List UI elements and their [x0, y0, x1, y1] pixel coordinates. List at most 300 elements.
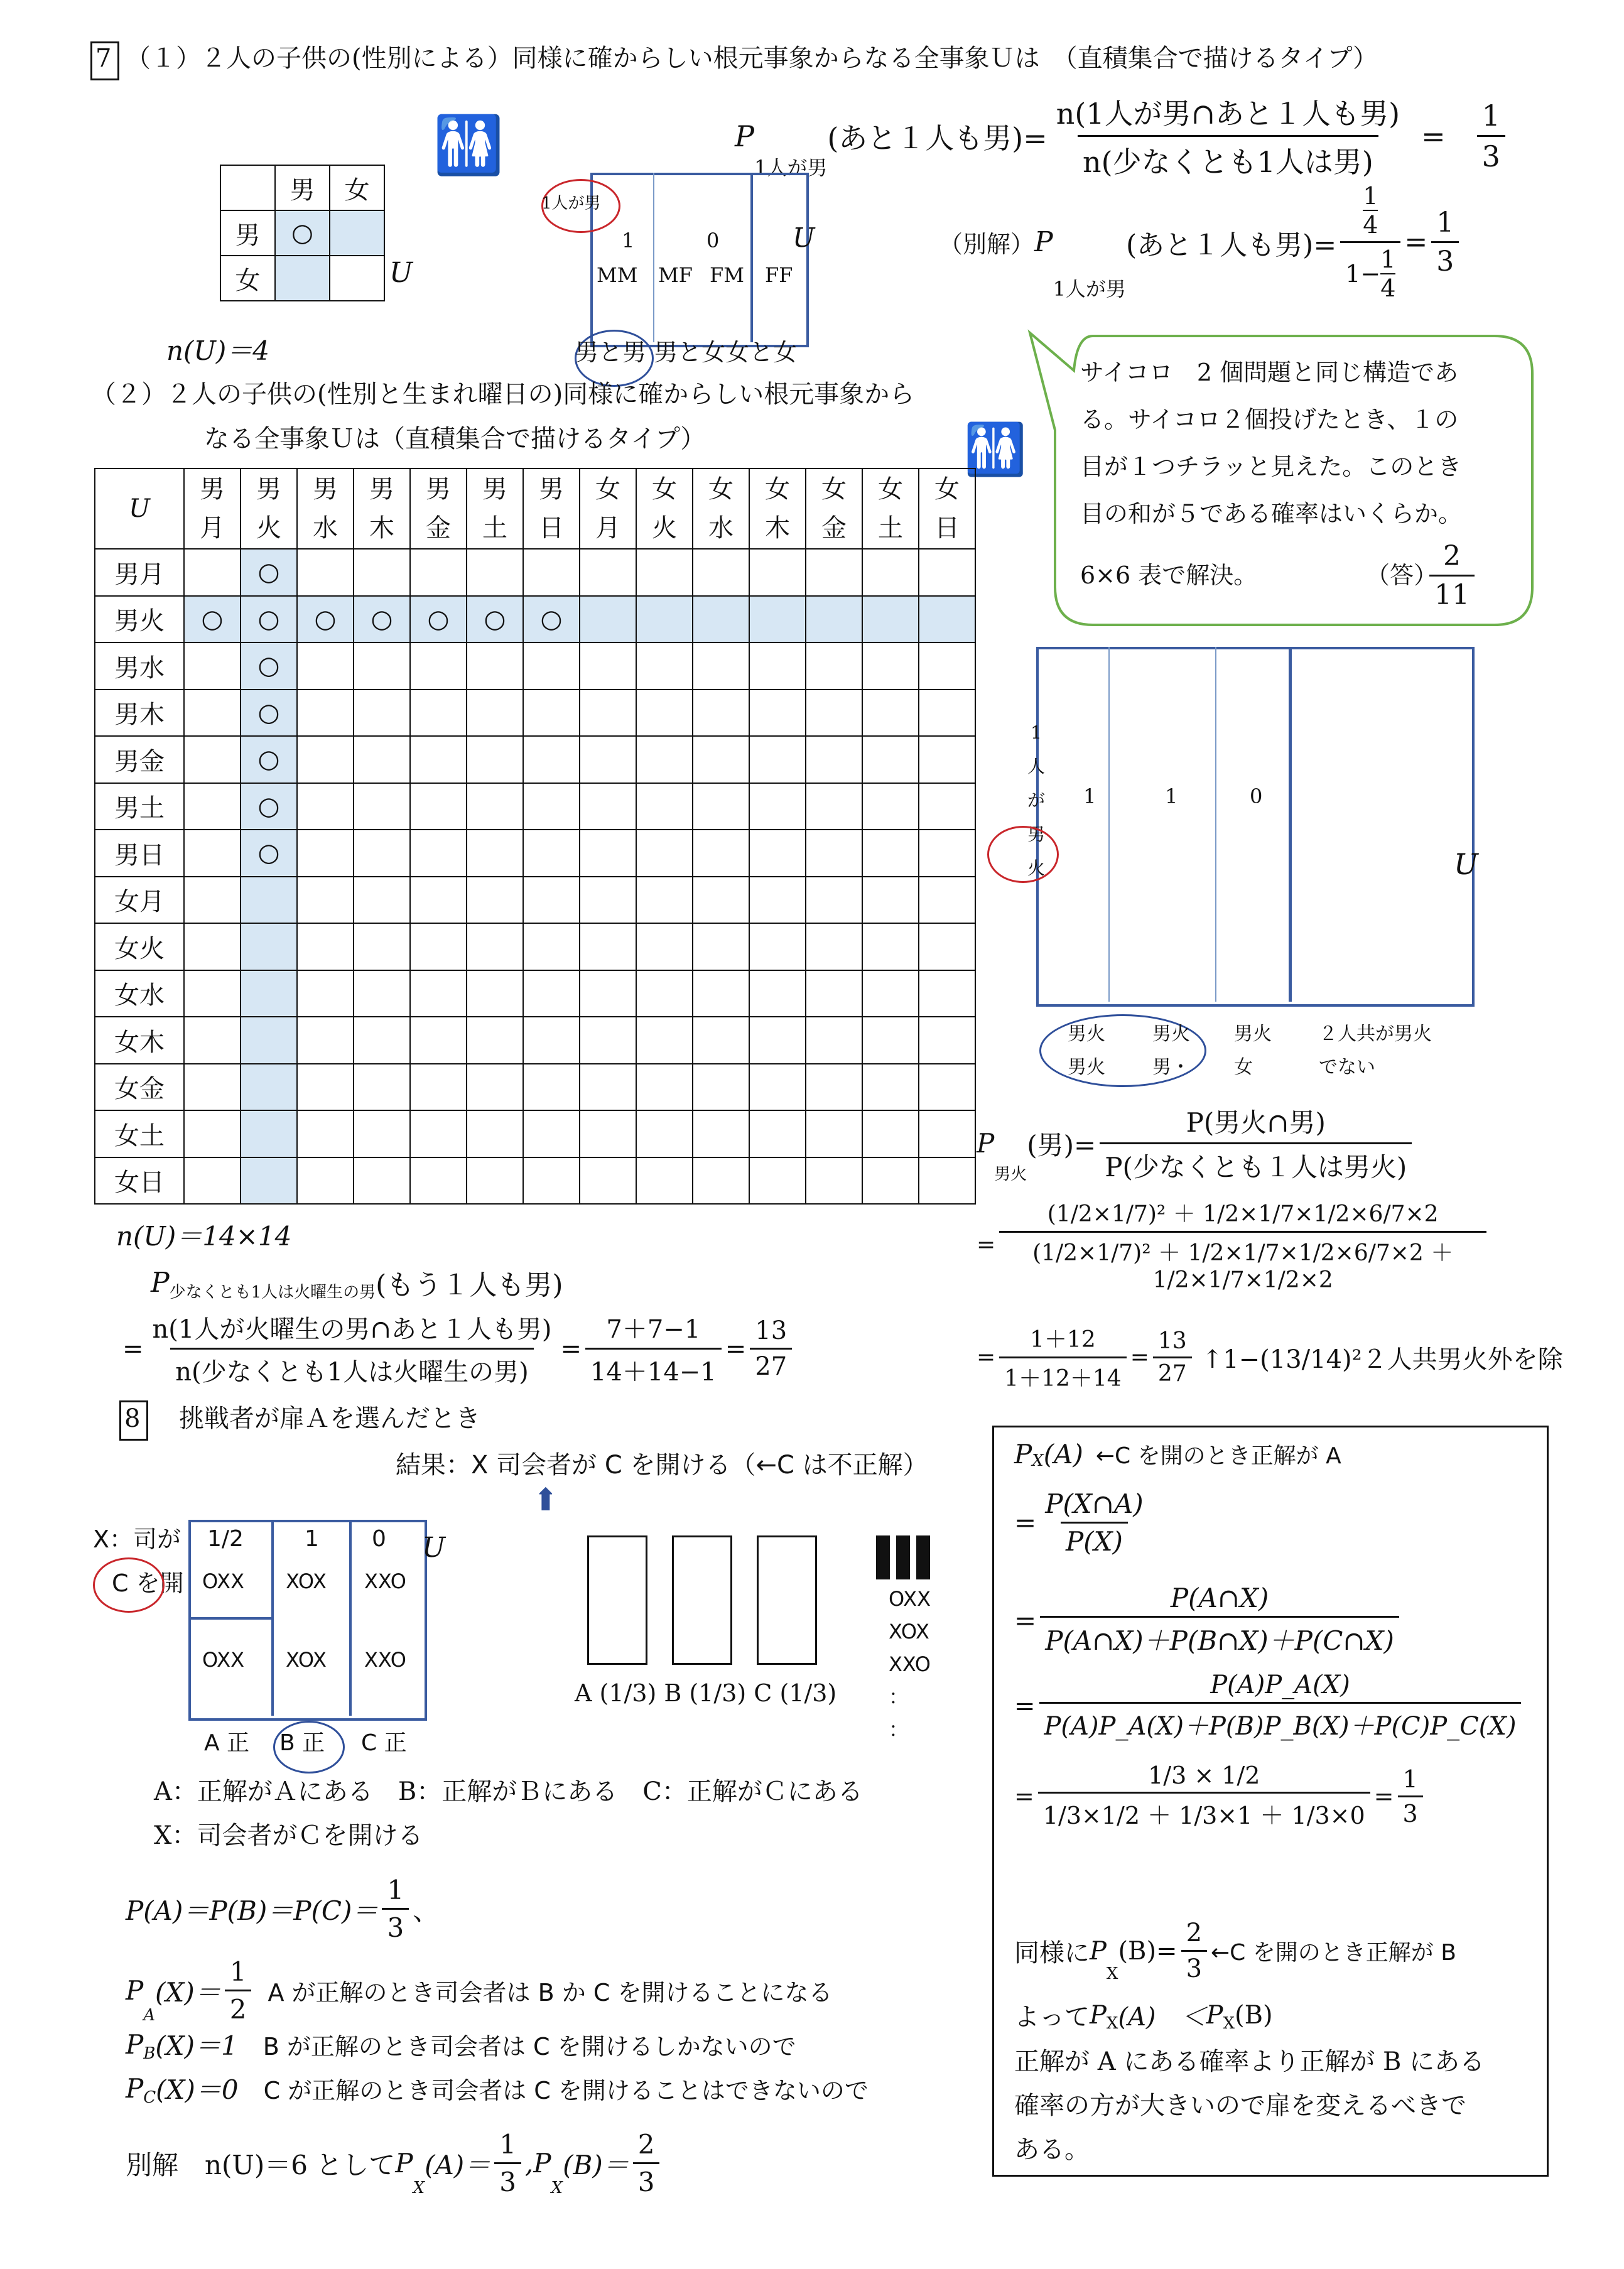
- box-line3: = $\frac{P(A\cap X)}{P(A\cap X)+P(B\cap X)+P(C\cap X)}$: [1014, 1583, 1403, 1658]
- small-table-mark: ○: [275, 210, 330, 256]
- alt-d1: 1−: [1345, 260, 1381, 288]
- alt-eq2b: (B)＝: [563, 2149, 629, 2180]
- big-table-cell: [693, 1064, 749, 1111]
- big-table-cell: [297, 549, 354, 596]
- venn2-vertical-char: 人: [1027, 756, 1045, 777]
- big-table-cell: [636, 830, 693, 877]
- big-table-cell: [919, 690, 975, 737]
- big-table-cell: [636, 596, 693, 643]
- big-table-cell: [241, 1157, 297, 1205]
- formula-alt: 別解 n(U)＝6 として P X (A)＝ $\frac{1}{3}$ ,P X (B)＝ $\frac{2}{3}$: [126, 2129, 663, 2197]
- big-table-cell: ○: [241, 596, 297, 643]
- formula-pxa: P A (X)＝ $\frac{1}{2}$ A が正解のとき司会者は B か C を開けることになる: [126, 1956, 833, 2025]
- big-table-cell: [354, 1064, 410, 1111]
- big-table-cell: [410, 1017, 467, 1064]
- big-table-cell: [297, 923, 354, 970]
- big-table-cell: [919, 1110, 975, 1157]
- alt-d2: 1: [1380, 246, 1396, 273]
- venn2-bottom-4b: でない: [1319, 1056, 1375, 1078]
- big-table-cell: [749, 596, 806, 643]
- venn2-bottom-2b: 男・: [1152, 1056, 1190, 1078]
- venn2-value-0: 0: [1250, 784, 1263, 808]
- outcome-r2c: XXO: [364, 1648, 406, 1672]
- bubble-ans-num: 2: [1443, 540, 1461, 572]
- venn1-divider: [750, 173, 753, 342]
- venn2-bottom-3b: 女: [1234, 1056, 1253, 1078]
- venn2-bottom-3a: 男火: [1234, 1023, 1272, 1045]
- alt-ans-den: 3: [1431, 241, 1459, 278]
- table-row: [95, 970, 975, 1017]
- big-table-cell: [636, 970, 693, 1017]
- big-table-row-header: 女金: [95, 1064, 184, 1111]
- big-table-cell: [806, 690, 862, 737]
- big-table-col-header: 女 土: [862, 468, 919, 549]
- box-l6d: 3: [1181, 1950, 1207, 1983]
- outcome-r1a: OXX: [202, 1569, 244, 1593]
- bubble-line2: る。サイコロ２個投げたとき、１の: [1080, 406, 1459, 433]
- big-table-cell: [354, 1017, 410, 1064]
- big-table-cell: ○: [241, 642, 297, 690]
- big-table-cell: [806, 642, 862, 690]
- p3-ans-den: 27: [750, 1348, 792, 1381]
- big-table-cell: [410, 970, 467, 1017]
- alt-label: （別解）: [939, 230, 1035, 258]
- big-table-col-header: 男 火: [241, 468, 297, 549]
- list-item: ：: [889, 1685, 909, 1709]
- big-table-col-header: 女 木: [749, 468, 806, 549]
- big-table-row-header: 男月: [95, 549, 184, 596]
- alt-d1: 3: [494, 2162, 521, 2197]
- small-table-row-male: 男: [220, 210, 275, 256]
- big-table-cell: [636, 736, 693, 783]
- formula-big-fraction: = $\frac{\text{(1/2×1/7)² ＋ 1/2×1/7×1/2×6/7×2}}{\text{(1/2×1/7)² ＋ 1/2×1/7×1/2×6/7×2 ＋ 1/2×1/7×1/2×2}}$: [977, 1196, 1490, 1293]
- venn1-fm: FM: [710, 263, 744, 287]
- big-table-cell: [467, 736, 523, 783]
- alt-solution: [939, 182, 1463, 302]
- venn2-bottom-1a: 男火: [1068, 1023, 1105, 1045]
- small-table: [220, 165, 385, 301]
- big-table-cell: [523, 642, 580, 690]
- big-table-cell: [749, 970, 806, 1017]
- box-l1a: P: [1014, 1439, 1032, 1470]
- p-answer-den: 3: [1477, 135, 1505, 173]
- big-table-cell: [749, 830, 806, 877]
- p3-p: P: [151, 1266, 170, 1299]
- list-item: OXX: [889, 1587, 931, 1611]
- venn2-bottom-1b: 男火: [1068, 1056, 1105, 1078]
- big-table-cell: [919, 1157, 975, 1205]
- box-l5n: 1/3 × 1/2: [1148, 1762, 1260, 1789]
- venn1-rect: [590, 173, 809, 347]
- box-l5-ans-den: 3: [1398, 1795, 1423, 1828]
- big-table-cell: [749, 877, 806, 924]
- section-8-number: 8: [124, 1404, 141, 1433]
- box-l4n: P(A)P_A(X): [1210, 1671, 1350, 1699]
- big-table-cell: [410, 690, 467, 737]
- n-u-14x14: n(U)＝14×14: [116, 1221, 292, 1252]
- big-table-cell: [749, 1157, 806, 1205]
- big-table-cell: [862, 690, 919, 737]
- big-table-cell: [523, 830, 580, 877]
- big-table-cell: [919, 549, 975, 596]
- outcome-r2b: XOX: [286, 1648, 327, 1672]
- venn2-divider: [1289, 647, 1292, 1002]
- big-table-cell: [636, 549, 693, 596]
- bubble-answer-label: （答）: [1366, 561, 1438, 589]
- big-table-cell: [580, 783, 636, 830]
- big-table-cell: [523, 549, 580, 596]
- big-table-row-header: 男火: [95, 596, 184, 643]
- big-table-cell: [184, 690, 241, 737]
- alt-n1: 1: [1363, 182, 1378, 210]
- big-table-cell: [297, 1110, 354, 1157]
- formula-pxc: P C (X)＝0 C が正解のとき司会者は C を開けることはできないので: [126, 2069, 869, 2107]
- big-table-cell: [467, 783, 523, 830]
- big-table-cell: [184, 642, 241, 690]
- big-table-cell: [297, 1017, 354, 1064]
- p3-ans-num: 13: [755, 1316, 788, 1345]
- big-table-cell: ○: [241, 690, 297, 737]
- outcome-grid-hline: [188, 1617, 274, 1620]
- big-table-cell: [184, 1110, 241, 1157]
- big-table-cell: [806, 830, 862, 877]
- p-numerator: n(1人が男∩あと１人も男): [1056, 97, 1400, 131]
- big-table-cell: [184, 923, 241, 970]
- big-table-cell: [862, 642, 919, 690]
- box-l7: よって: [1014, 2003, 1090, 2032]
- big-table-cell: [184, 783, 241, 830]
- big-table-cell: [410, 783, 467, 830]
- big-table-cell: [523, 1110, 580, 1157]
- pxa-note: A が正解のとき司会者は B か C を開けることになる: [268, 1979, 833, 2006]
- big-table-cell: ○: [523, 596, 580, 643]
- alt-p-sub: 1人が男: [1053, 277, 1126, 301]
- box-l3n: P(A∩X): [1170, 1583, 1269, 1613]
- door-b: [672, 1535, 732, 1665]
- big-table-cell: [580, 923, 636, 970]
- pxc-p: P: [126, 2072, 144, 2104]
- box-l7b: (A) ＜: [1118, 2003, 1206, 2032]
- venn2-divider: [1108, 647, 1110, 1002]
- big-table-cell: [749, 783, 806, 830]
- big-table-cell: ○: [354, 596, 410, 643]
- big-table-cell: [580, 596, 636, 643]
- big-table-cell: [523, 970, 580, 1017]
- big-table-cell: [354, 1110, 410, 1157]
- box-l6c: (B)=: [1118, 1936, 1177, 1966]
- venn2-red-circle: [987, 826, 1059, 883]
- alt-eq1: P: [395, 2148, 413, 2179]
- big-table-cell: ○: [297, 596, 354, 643]
- big-table-col-header: 女 水: [693, 468, 749, 549]
- big-table-cell: [636, 1064, 693, 1111]
- section-7-2-line2: なる全事象Ｕは（直積集合で描けるタイプ）: [204, 425, 706, 453]
- pxa-num: 1: [229, 1956, 247, 1987]
- outcome-r1b: XOX: [286, 1569, 327, 1593]
- big-table-cell: [297, 642, 354, 690]
- pxa-p: P: [126, 1975, 144, 2006]
- venn2-value-1b: 1: [1165, 784, 1178, 808]
- big-table-cell: [862, 877, 919, 924]
- arrow-up-icon: ⬆: [533, 1481, 559, 1518]
- big-table-cell: [806, 783, 862, 830]
- box-l1c: ←C を開のとき正解が A: [1095, 1443, 1341, 1469]
- big-table-cell: [636, 923, 693, 970]
- big-table-cell: [806, 549, 862, 596]
- pxc-note: C が正解のとき司会者は C を開けることはできないので: [263, 2076, 869, 2104]
- big-table-cell: [862, 736, 919, 783]
- big-table-cell: [636, 877, 693, 924]
- section-8-title: 挑戦者が扉Ａを選んだとき: [179, 1404, 480, 1433]
- alt-n1: 1: [499, 2129, 516, 2160]
- outcome-foot-b: B 正: [279, 1730, 325, 1756]
- formula-p3: = $\frac{\text{n(1人が火曜生の男∩あと１人も男)}}{\text{n(少なくとも1人は火曜生の男)}}$ = $\frac{7+7-1}{14+14-1}$ = $\frac{13}{27}$: [122, 1309, 796, 1388]
- formula-final: = $\frac{1+12}{1+12+14}$ = $\frac{13}{27}$ ↑1−(13/14)²２人共男火外を除: [977, 1322, 1563, 1393]
- big-table-cell: [523, 1017, 580, 1064]
- small-table-col-male: 男: [275, 165, 330, 210]
- big-table-cell: [297, 1064, 354, 1111]
- big-table-cell: [862, 923, 919, 970]
- pxb-text: (X)＝1: [155, 2030, 238, 2061]
- alt-eq2: ,P: [524, 2148, 551, 2179]
- big-table-cell: [184, 970, 241, 1017]
- big-table-cell: [297, 970, 354, 1017]
- venn1-mf: MF: [658, 263, 693, 287]
- list-item: XOX: [889, 1620, 929, 1644]
- big-table-cell: ○: [241, 736, 297, 783]
- big-table-cell: [467, 1110, 523, 1157]
- box-l7-p: P: [1090, 2000, 1107, 2030]
- r-note: ↑1−(13/14)²２人共男火外を除: [1201, 1345, 1563, 1374]
- people-icon: 🚻: [964, 420, 1027, 479]
- p3-mid-den: 14＋14−1: [585, 1348, 722, 1388]
- big-table-cell: [806, 596, 862, 643]
- small-table-corner: [220, 165, 275, 210]
- big-table-cell: [693, 1017, 749, 1064]
- table-row: [95, 1017, 975, 1064]
- big-table-cell: [636, 1157, 693, 1205]
- big-table-cell: [862, 1017, 919, 1064]
- big-table-cell: [693, 1157, 749, 1205]
- black-bars-icon: [876, 1535, 930, 1579]
- big-table-cell: [919, 923, 975, 970]
- table-row: [95, 877, 975, 924]
- doors-label: A (1/3) B (1/3) C (1/3): [575, 1679, 837, 1707]
- pxa-den: 2: [225, 1990, 252, 2025]
- big-table-cell: ○: [241, 830, 297, 877]
- box-line5: = $\frac{1/3 \times 1/2}{1/3\times 1/2 + 1/3\times 1 + 1/3\times 0}$ = $\frac{1}{3}$: [1014, 1762, 1427, 1831]
- box-line9: 確率の方が大きいので扉を変えるべきで: [1014, 2091, 1466, 2120]
- big-table-cell: [693, 736, 749, 783]
- outcome-foot-a: A 正: [204, 1730, 250, 1756]
- table-row: [95, 596, 975, 643]
- big-table-cell: [580, 736, 636, 783]
- big-table-cell: [354, 970, 410, 1017]
- big-table-col-header: 女 月: [580, 468, 636, 549]
- outcome-grid-divider: [349, 1520, 352, 1716]
- pa-num: 1: [387, 1875, 404, 1905]
- box-line10: ある。: [1014, 2135, 1090, 2164]
- r-big-den: (1/2×1/7)² ＋ 1/2×1/7×1/2×6/7×2 ＋ 1/2×1/7×1/2×2: [999, 1231, 1486, 1293]
- big-table-cell: [580, 549, 636, 596]
- big-table-cell: [241, 877, 297, 924]
- r-fin-ans-num: 13: [1157, 1328, 1187, 1354]
- big-table-cell: [806, 923, 862, 970]
- list-item: XXO: [889, 1652, 931, 1676]
- pa-den: 3: [382, 1908, 409, 1943]
- box-l2d: P(X): [1061, 1522, 1128, 1557]
- big-table-cell: [467, 690, 523, 737]
- p-answer-num: 1: [1481, 99, 1500, 133]
- box-line6: 同様に P X (B)= $\frac{2}{3}$ ←C を開のとき正解が B: [1014, 1919, 1456, 1983]
- p3-den: n(少なくとも1人は火曜生の男): [170, 1348, 533, 1388]
- big-table-cell: [523, 1157, 580, 1205]
- venn2-vertical-char: 1: [1031, 722, 1042, 743]
- p-symbol: P: [735, 119, 754, 153]
- big-table-cell: [749, 736, 806, 783]
- big-table-cell: ○: [467, 596, 523, 643]
- section-7-line1: （１）２人の子供の(性別による）同様に確からしい根元事象からなる全事象Ｕは （直積集合で描けるタイプ）: [126, 44, 1378, 73]
- big-table-corner: U: [95, 468, 184, 549]
- big-table-row-header: 女水: [95, 970, 184, 1017]
- outcome-h1: 1/2: [207, 1526, 244, 1552]
- big-table-cell: [636, 1017, 693, 1064]
- big-table-cell: [806, 970, 862, 1017]
- box-l6a: 同様に: [1014, 1939, 1090, 1968]
- outcome-u: U: [422, 1532, 446, 1564]
- box-l7c: (B): [1234, 2000, 1273, 2030]
- big-table: [94, 468, 976, 1205]
- section-7-2-line1: （２）２人の子供の(性別と生まれ曜日の)同様に確からしい根元事象から: [91, 380, 915, 409]
- big-table-cell: [862, 783, 919, 830]
- big-table-cell: [297, 690, 354, 737]
- big-table-cell: [749, 642, 806, 690]
- box-l6n: 2: [1186, 1919, 1203, 1947]
- big-table-cell: [749, 1017, 806, 1064]
- outcome-blue-circle: [273, 1721, 345, 1774]
- big-table-col-header: 男 月: [184, 468, 241, 549]
- formula-pa: [126, 1875, 439, 1943]
- p-argument: (あと１人も男)=: [827, 121, 1047, 155]
- big-table-col-header: 女 金: [806, 468, 862, 549]
- venn2-vertical-char: が: [1027, 790, 1045, 811]
- outcome-h3: 0: [372, 1526, 386, 1552]
- big-table-cell: [184, 830, 241, 877]
- small-table-cell: [275, 256, 330, 301]
- big-table-cell: [467, 1017, 523, 1064]
- formula-pxb: P B (X)＝1 B が正解のとき司会者は C を開けるしかないので: [126, 2025, 796, 2063]
- table-row: [95, 736, 975, 783]
- big-table-cell: [467, 1157, 523, 1205]
- big-table-cell: [184, 877, 241, 924]
- door-c: [757, 1535, 817, 1665]
- alt-eq: =: [1404, 226, 1428, 258]
- big-table-cell: [919, 877, 975, 924]
- alt-d3: 4: [1380, 274, 1396, 302]
- venn1-divider: [653, 173, 654, 342]
- big-table-cell: [467, 1064, 523, 1111]
- table-row: [95, 1064, 975, 1111]
- r-fin-ans-den: 27: [1153, 1357, 1192, 1387]
- big-table-cell: [184, 1017, 241, 1064]
- r-p: P: [977, 1128, 995, 1159]
- r-p-sub: 男火: [994, 1165, 1027, 1184]
- big-table-cell: [410, 830, 467, 877]
- small-table-cell: [330, 210, 384, 256]
- big-table-cell: [580, 877, 636, 924]
- big-table-cell: [297, 830, 354, 877]
- big-table-cell: [636, 642, 693, 690]
- big-table-cell: [297, 877, 354, 924]
- venn1-ff: FF: [765, 263, 793, 287]
- table-row: [95, 923, 975, 970]
- p-denominator: n(少なくとも1人は男): [1078, 135, 1378, 181]
- box-line1: P X (A) ←C を開のとき正解が A: [1014, 1439, 1341, 1470]
- table-row: [95, 783, 975, 830]
- big-table-cell: [749, 923, 806, 970]
- big-table-cell: [467, 642, 523, 690]
- big-table-cell: [297, 783, 354, 830]
- section-7-number: 7: [95, 44, 112, 73]
- bubble-line4: 目の和が５である確率はいくらか。: [1080, 500, 1463, 528]
- big-table-cell: [410, 549, 467, 596]
- big-table-cell: [241, 923, 297, 970]
- big-table-cell: [919, 1017, 975, 1064]
- big-table-cell: [693, 1110, 749, 1157]
- big-table-cell: [467, 923, 523, 970]
- pa-tail: 、: [413, 1895, 440, 1926]
- big-table-row-header: 男水: [95, 642, 184, 690]
- p-equals: =: [1421, 119, 1446, 153]
- venn1-value-0: 0: [706, 229, 720, 252]
- big-table-cell: [749, 549, 806, 596]
- pxa-tail: (X)＝: [155, 1976, 221, 2008]
- big-table-row-header: 男木: [95, 690, 184, 737]
- alt-text: 別解 n(U)＝6 として: [126, 2149, 396, 2180]
- outcome-foot-c: C 正: [361, 1730, 407, 1756]
- outcome-r1c: XXO: [364, 1569, 406, 1593]
- big-table-cell: [693, 642, 749, 690]
- big-table-cell: [580, 642, 636, 690]
- big-table-row-header: 女月: [95, 877, 184, 924]
- big-table-col-header: 男 日: [523, 468, 580, 549]
- big-table-cell: ○: [410, 596, 467, 643]
- big-table-cell: [523, 736, 580, 783]
- box-l7-p2: P: [1206, 2000, 1223, 2030]
- big-table-cell: [693, 830, 749, 877]
- big-table-cell: [354, 549, 410, 596]
- big-table-row-header: 女木: [95, 1017, 184, 1064]
- table-row: [95, 642, 975, 690]
- big-table-cell: [410, 877, 467, 924]
- big-table-cell: [919, 642, 975, 690]
- pxb-p: P: [126, 2028, 144, 2060]
- big-table-cell: [862, 1064, 919, 1111]
- table-row: [95, 549, 975, 596]
- big-table-cell: [580, 830, 636, 877]
- big-table-cell: [636, 690, 693, 737]
- box-l3d: P(A∩X)＋P(B∩X)＋P(C∩X): [1040, 1616, 1399, 1658]
- box-l6b: P: [1090, 1936, 1107, 1966]
- big-table-cell: [241, 1110, 297, 1157]
- n-u-equals-4: n(U)＝4: [166, 335, 269, 366]
- big-table-cell: [241, 970, 297, 1017]
- bubble-answer-frac: [1426, 540, 1478, 611]
- big-table-col-header: 男 水: [297, 468, 354, 549]
- big-table-cell: [354, 783, 410, 830]
- big-table-cell: ○: [241, 549, 297, 596]
- big-table-cell: [297, 1157, 354, 1205]
